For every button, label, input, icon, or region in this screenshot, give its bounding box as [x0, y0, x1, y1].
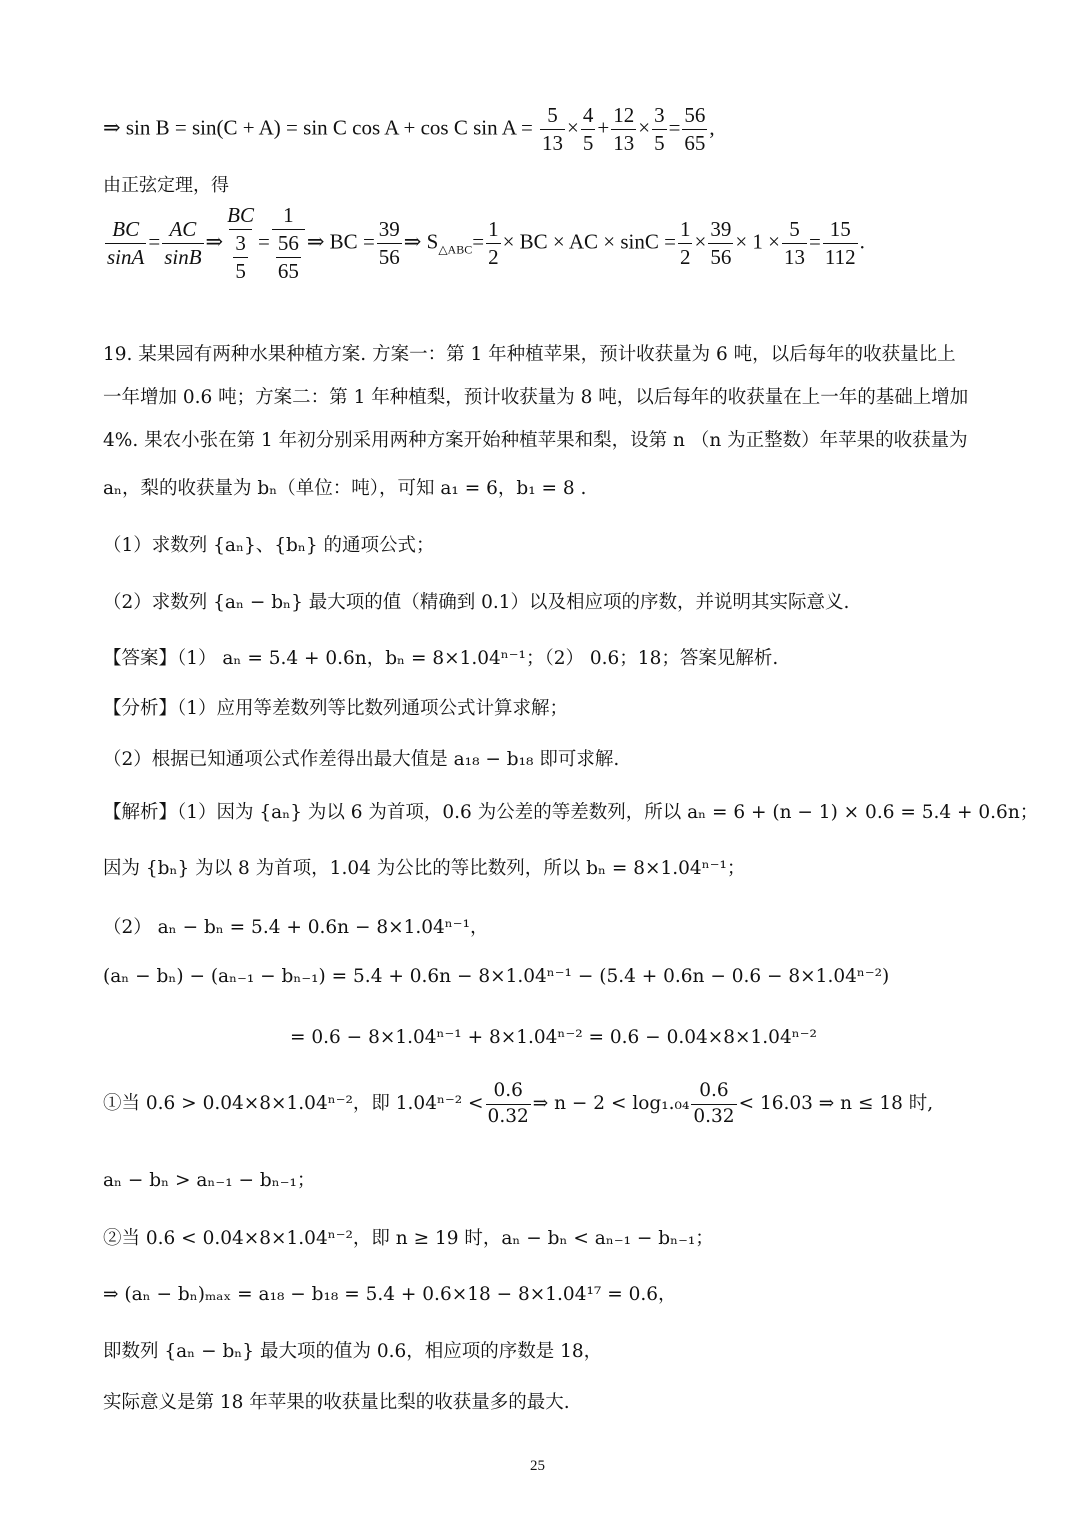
fraction: $\frac{15}{112}$ [824, 217, 856, 269]
solution-line-5: = 0.6 − 8×1.04ⁿ⁻¹ + 8×1.04ⁿ⁻² = 0.6 − 0.04×8×1.04ⁿ⁻² [290, 1027, 817, 1048]
solution-line-1: 【解析】（1）因为 {aₙ} 为以 6 为首项，0.6 为公差的等差数列，所以 aₙ = 6 + (n − 1) × 0.6 = 5.4 + 0.6n； [103, 802, 1039, 823]
fraction: $\frac{5}{13}$ [784, 217, 806, 269]
fraction: $\frac{AC}{\sin B}$ [164, 217, 202, 269]
solution-line-2: 因为 {bₙ} 为以 8 为首项，1.04 为公比的等比数列，所以 bₙ = 8×1.04ⁿ⁻¹； [103, 858, 746, 879]
solution-line-7: aₙ − bₙ > aₙ₋₁ − bₙ₋₁； [103, 1170, 316, 1191]
sinB-equation: ⇒ sin B = sin(C + A) = sin C cos A + cos C sin A = $\frac{5}{13}$ × $\frac{4}{5}$ + $\frac{12}{13}$ × $\frac{3}{5}$ = $\frac{56}{65}$ , [103, 103, 715, 155]
q19-line-2: 一年增加 0.6 吨；方案二：第 1 年种植梨，预计收获量为 8 吨，以后每年的收获量在上一年的基础上增加 [103, 387, 969, 408]
analysis-line-1: 【分析】（1）应用等差数列等比数列通项公式计算求解； [103, 698, 569, 719]
answer-line: 【答案】（1） aₙ = 5.4 + 0.6n，bₙ = 8×1.04ⁿ⁻¹；（2） 0.6；18；答案见解析. [103, 648, 779, 669]
sinB-lhs: ⇒ sin B = sin(C + A) = sin C cos A + cos C sin A = [103, 115, 533, 140]
q19-line-4: aₙ，梨的收获量为 bₙ（单位：吨），可知 a₁ = 6，b₁ = 8 . [103, 478, 587, 499]
solution-line-6: ①当 0.6 > 0.04×8×1.04ⁿ⁻²，即 1.04ⁿ⁻² < $\frac{0.6}{0.32}$ ⇒ n − 2 < log₁.₀₄ $\frac{0.6}{0.32}$ < 16.03 ⇒ n ≤ 18 时, [103, 1080, 934, 1127]
solution-line-8: ②当 0.6 < 0.04×8×1.04ⁿ⁻²，即 n ≥ 19 时，aₙ − bₙ < aₙ₋₁ − bₙ₋₁； [103, 1228, 714, 1249]
fraction: $\frac{56}{65}$ [684, 103, 706, 155]
q19-line-1: 19. 某果园有两种水果种植方案. 方案一：第 1 年种植苹果，预计收获量为 6 吨，以后每年的收获量比上 [103, 344, 956, 365]
fraction: $\frac{39}{56}$ [710, 217, 732, 269]
solution-line-4: (aₙ − bₙ) − (aₙ₋₁ − bₙ₋₁) = 5.4 + 0.6n − 8×1.04ⁿ⁻¹ − (5.4 + 0.6n − 0.6 − 8×1.04ⁿ⁻²) [103, 966, 890, 987]
analysis-line-2: （2）根据已知通项公式作差得出最大值是 a₁₈ − b₁₈ 即可求解. [103, 749, 620, 770]
fraction: $\frac{3}{5}$ [235, 231, 246, 283]
fraction: $\frac{0.6}{0.32}$ [693, 1080, 735, 1127]
fraction: $\frac{BC}{\frac{3}{5}}$ [227, 203, 254, 283]
solution-line-11: 实际意义是第 18 年苹果的收获量比梨的收获量多的最大. [103, 1392, 570, 1413]
solution-line-3: （2） aₙ − bₙ = 5.4 + 0.6n − 8×1.04ⁿ⁻¹， [103, 917, 489, 938]
fraction: $\frac{39}{56}$ [378, 217, 400, 269]
page-number: 25 [530, 1458, 545, 1474]
fraction: $\frac{1}{\frac{56}{65}}$ [272, 205, 305, 282]
fraction: $\frac{BC}{\sin A}$ [107, 217, 145, 269]
fraction: $\frac{0.6}{0.32}$ [487, 1080, 529, 1127]
fraction: $\frac{1}{2}$ [679, 217, 691, 269]
q19-part-1: （1）求数列 {aₙ}、{bₙ} 的通项公式； [103, 535, 435, 556]
area-equation: $\frac{BC}{\sin A}$ = $\frac{AC}{\sin B}$ ⇒ $\frac{BC}{\frac{3}{5}}$ = $\frac{1}{\frac{56}{65}}$ ⇒ BC = $\frac{39}{56}$ ⇒ $S_{\triangle ABC}=$ $\frac{1}{2}$ × BC × AC × sinC = $\frac{1}{2}$ × $\frac{39}{56}$ × 1 × $\frac{5}{13}$ = $\frac{15}{112}$ . [107, 203, 865, 283]
fraction: $\frac{4}{5}$ [582, 103, 594, 155]
solution-line-10: 即数列 {aₙ − bₙ} 最大项的值为 0.6，相应项的序数是 18， [103, 1341, 603, 1362]
fraction: $\frac{56}{65}$ [277, 231, 299, 283]
fraction: $\frac{12}{13}$ [613, 103, 635, 155]
solution-line-9: ⇒ (aₙ − bₙ)ₘₐₓ = a₁₈ − b₁₈ = 5.4 + 0.6×18 − 8×1.04¹⁷ = 0.6， [103, 1284, 677, 1305]
fraction: $\frac{1}{2}$ [488, 217, 499, 269]
fraction: $\frac{3}{5}$ [654, 103, 665, 155]
sine-rule-text: 由正弦定理，得 [103, 175, 229, 196]
q19-line-3: 4%. 果农小张在第 1 年初分别采用两种方案开始种植苹果和梨，设第 n （n 为正整数）年苹果的收获量为 [103, 430, 968, 451]
q19-part-2: （2）求数列 {aₙ − bₙ} 最大项的值（精确到 0.1）以及相应项的序数，并说明其实际意义. [103, 592, 850, 613]
fraction: $\frac{5}{13}$ [542, 103, 564, 155]
